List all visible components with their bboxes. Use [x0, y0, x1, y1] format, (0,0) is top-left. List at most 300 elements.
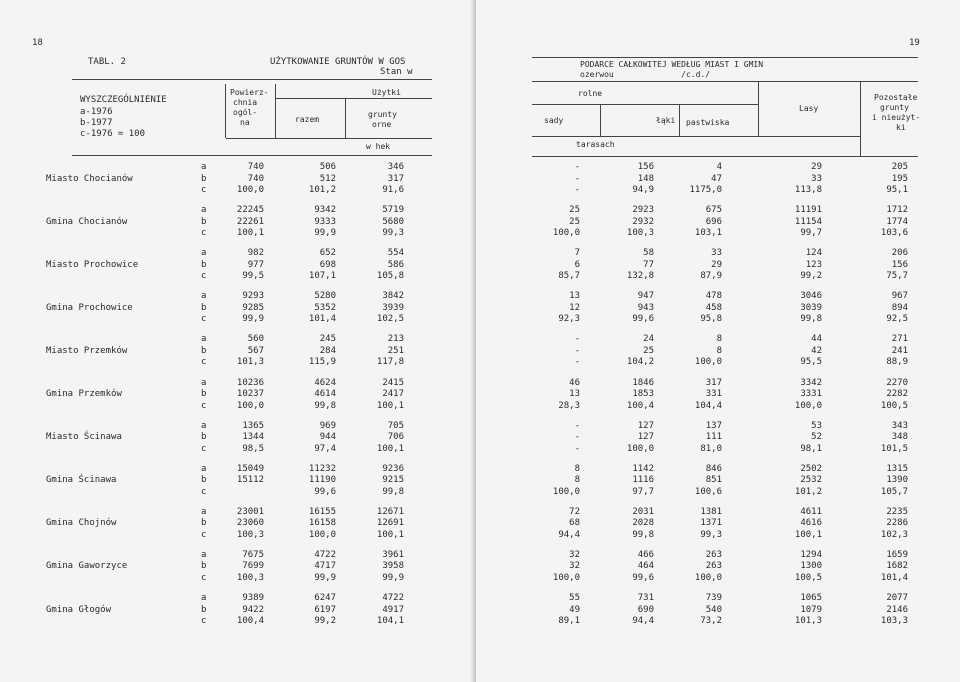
cell-area: 23060: [236, 518, 264, 529]
cell-laki: 148: [637, 173, 654, 184]
cell-orne: 5719: [382, 205, 404, 216]
col-pozostale-3: i nieużyt-: [872, 113, 921, 122]
col-uzytki: Użytki: [372, 88, 401, 97]
cell-lasy: 1079: [800, 604, 822, 615]
cell-razem: 506: [319, 162, 336, 172]
row-name: Miasto Ścinawa: [46, 432, 122, 443]
cell-pozostale: 2077: [886, 593, 908, 603]
row-letter: b: [201, 259, 207, 270]
cell-laki: 156: [637, 162, 654, 172]
cell-orne: 99,9: [382, 572, 404, 583]
cell-pozostale: 95,1: [886, 185, 908, 195]
cell-razem: 97,4: [314, 443, 336, 454]
cell-area: 7675: [242, 549, 264, 560]
cell-sady: 94,4: [558, 529, 580, 540]
row-name: Gmina Ścinawa: [46, 475, 117, 486]
row-name: Gmina Chojnów: [46, 518, 117, 529]
cell-pozostale: 102,3: [880, 529, 908, 540]
cell-laki: 100,0: [626, 443, 654, 454]
header-rule: [532, 104, 758, 105]
row-letter: b: [201, 173, 207, 184]
cell-pozostale: 103,3: [880, 616, 908, 626]
header-rule-top: [532, 57, 918, 58]
col-pozostale-4: ki: [896, 123, 906, 132]
cell-lasy: 4611: [800, 506, 822, 517]
cell-sady: 32: [569, 561, 580, 572]
cell-pozostale: 101,5: [880, 443, 908, 454]
cell-lasy: 98,1: [800, 443, 822, 454]
cell-razem: 698: [319, 259, 336, 270]
cell-laki: 99,6: [632, 314, 654, 325]
row-letter: c: [201, 529, 207, 540]
cell-sady: 100,0: [552, 486, 580, 497]
cell-pastwiska: 846: [705, 463, 722, 474]
cell-orne: 3958: [382, 561, 404, 572]
cell-lasy: 95,5: [800, 357, 822, 368]
cell-orne: 5680: [382, 216, 404, 227]
col-sady: sady: [544, 116, 564, 125]
row-letter: a: [201, 377, 207, 388]
cell-laki: 947: [637, 291, 654, 302]
cell-pozostale: 156: [891, 259, 908, 270]
cell-razem: 99,9: [314, 572, 336, 583]
table-label: TABL. 2: [88, 57, 126, 67]
row-letter: a: [201, 506, 207, 517]
header-rule: [276, 98, 432, 99]
col-grunty-2: orne: [372, 120, 392, 129]
cell-lasy: 4616: [800, 518, 822, 529]
cell-pozostale: 1682: [886, 561, 908, 572]
cell-pozostale: 92,5: [886, 314, 908, 325]
cell-lasy: 99,2: [800, 271, 822, 282]
header-rule: [532, 136, 860, 137]
col-area-4: na: [240, 118, 250, 127]
cell-orne: 213: [387, 334, 404, 345]
cell-sady: 100,0: [552, 572, 580, 583]
cell-pozostale: 103,6: [880, 228, 908, 239]
cell-sady: 12: [569, 302, 580, 313]
header-divider: [345, 98, 346, 138]
cell-sady: 13: [569, 291, 580, 302]
cell-laki: 2028: [632, 518, 654, 529]
cell-laki: 1853: [632, 389, 654, 399]
cell-area: 98,5: [242, 443, 264, 454]
cell-area: 100,3: [236, 572, 264, 583]
cell-laki: 132,8: [626, 271, 654, 282]
col-pozostale-2: grunty: [880, 103, 909, 112]
cell-pozostale: 205: [891, 162, 908, 172]
cell-pastwiska: 81,0: [700, 443, 722, 454]
cell-pastwiska: 263: [705, 549, 722, 560]
cell-area: 1365: [242, 420, 264, 431]
cell-pozostale: 2146: [886, 604, 908, 615]
cell-orne: 104,1: [376, 616, 404, 626]
cell-razem: 969: [319, 420, 336, 431]
cell-sady: -: [574, 162, 580, 172]
col-grunty-1: grunty: [368, 110, 397, 119]
cell-lasy: 100,1: [794, 529, 822, 540]
cell-laki: 58: [643, 248, 654, 259]
cell-orne: 4722: [382, 593, 404, 603]
cell-lasy: 100,5: [794, 572, 822, 583]
cell-razem: 99,2: [314, 616, 336, 626]
row-letter: c: [201, 616, 207, 626]
cell-razem: 4717: [314, 561, 336, 572]
cell-area: 977: [247, 259, 264, 270]
cell-orne: 4917: [382, 604, 404, 615]
header-rule-top: [72, 79, 432, 80]
cell-pastwiska: 1381: [700, 506, 722, 517]
cell-laki: 25: [643, 345, 654, 356]
stub-header-3: b-1977: [80, 118, 113, 128]
cell-area: 7699: [242, 561, 264, 572]
cell-laki: 97,7: [632, 486, 654, 497]
row-letter: c: [201, 185, 207, 195]
cell-area: 99,9: [242, 314, 264, 325]
cell-laki: 1142: [632, 463, 654, 474]
cell-laki: 24: [643, 334, 654, 345]
cell-laki: 2031: [632, 506, 654, 517]
cell-laki: 731: [637, 593, 654, 603]
cell-razem: 5280: [314, 291, 336, 302]
cell-laki: 1116: [632, 475, 654, 486]
cell-pastwiska: 100,6: [694, 486, 722, 497]
cell-area: 982: [247, 248, 264, 259]
cell-orne: 117,8: [376, 357, 404, 368]
cell-laki: 100,3: [626, 228, 654, 239]
cell-lasy: 123: [805, 259, 822, 270]
cell-pastwiska: 33: [711, 248, 722, 259]
cell-area: 100,4: [236, 616, 264, 626]
header-divider: [275, 84, 276, 138]
cell-razem: 99,9: [314, 228, 336, 239]
stub-header-1: WYSZCZEGÓLNIENIE: [80, 95, 167, 105]
cell-orne: 100,1: [376, 400, 404, 411]
cell-sady: 92,3: [558, 314, 580, 325]
cell-sady: 72: [569, 506, 580, 517]
cell-orne: 3939: [382, 302, 404, 313]
cell-orne: 102,5: [376, 314, 404, 325]
cell-area: 9293: [242, 291, 264, 302]
cell-laki: 690: [637, 604, 654, 615]
cell-lasy: 42: [811, 345, 822, 356]
cell-pozostale: 271: [891, 334, 908, 345]
stub-header-4: c-1976 = 100: [80, 129, 146, 139]
row-letter: b: [201, 302, 207, 313]
cell-pozostale: 1712: [886, 205, 908, 216]
row-letter: b: [201, 604, 207, 615]
cell-laki: 2923: [632, 205, 654, 216]
cell-orne: 9215: [382, 475, 404, 486]
row-name: Miasto Chocianów: [46, 173, 133, 184]
cell-razem: 4614: [314, 389, 336, 399]
cell-orne: 706: [387, 432, 404, 443]
cell-pozostale: 100,5: [880, 400, 908, 411]
row-letter: a: [201, 593, 207, 603]
cell-orne: 12671: [376, 506, 404, 517]
left-subtitle: Stan w: [380, 67, 413, 77]
cell-razem: 512: [319, 173, 336, 184]
cell-pastwiska: 73,2: [700, 616, 722, 626]
cell-pozostale: 348: [891, 432, 908, 443]
cell-sady: -: [574, 345, 580, 356]
cell-razem: 107,1: [308, 271, 336, 282]
cell-razem: 9333: [314, 216, 336, 227]
col-razem: razem: [295, 115, 320, 124]
header-divider: [600, 104, 601, 136]
row-letter: a: [201, 248, 207, 259]
cell-lasy: 100,0: [794, 400, 822, 411]
header-divider: [225, 84, 226, 138]
cell-pozostale: 195: [891, 173, 908, 184]
cell-laki: 99,8: [632, 529, 654, 540]
cell-razem: 944: [319, 432, 336, 443]
col-lasy: Lasy: [799, 104, 819, 113]
cell-area: 10236: [236, 377, 264, 388]
cell-sady: 28,3: [558, 400, 580, 411]
cell-orne: 100,1: [376, 443, 404, 454]
cell-laki: 127: [637, 420, 654, 431]
cell-razem: 11190: [308, 475, 336, 486]
cell-area: 560: [247, 334, 264, 345]
cell-lasy: 113,8: [794, 185, 822, 195]
row-letter: c: [201, 228, 207, 239]
cell-area: 99,5: [242, 271, 264, 282]
cell-orne: 3961: [382, 549, 404, 560]
col-area-2: chnia: [233, 98, 258, 107]
col-rolne: rolne: [578, 89, 603, 98]
cell-sady: 89,1: [558, 616, 580, 626]
cell-area: 10237: [236, 389, 264, 399]
cell-sady: -: [574, 173, 580, 184]
cell-laki: 466: [637, 549, 654, 560]
cell-sady: 85,7: [558, 271, 580, 282]
row-letter: a: [201, 420, 207, 431]
cell-pastwiska: 95,8: [700, 314, 722, 325]
cell-lasy: 53: [811, 420, 822, 431]
cell-sady: 25: [569, 216, 580, 227]
cell-area: 100,0: [236, 400, 264, 411]
cell-orne: 99,8: [382, 486, 404, 497]
cell-lasy: 1065: [800, 593, 822, 603]
cell-laki: 943: [637, 302, 654, 313]
cell-razem: 99,6: [314, 486, 336, 497]
cell-area: 1344: [242, 432, 264, 443]
cell-lasy: 33: [811, 173, 822, 184]
col-pozostale-1: Pozostałe: [874, 93, 918, 102]
cell-orne: 346: [387, 162, 404, 172]
cell-pastwiska: 458: [705, 302, 722, 313]
cell-lasy: 99,7: [800, 228, 822, 239]
row-letter: a: [201, 162, 207, 172]
cell-pozostale: 894: [891, 302, 908, 313]
cell-pozostale: 1315: [886, 463, 908, 474]
header-divider: [860, 81, 861, 156]
cell-pastwiska: 739: [705, 593, 722, 603]
cell-lasy: 99,8: [800, 314, 822, 325]
row-letter: a: [201, 549, 207, 560]
cell-laki: 94,9: [632, 185, 654, 195]
row-name: Miasto Przemków: [46, 345, 128, 356]
cell-pastwiska: 696: [705, 216, 722, 227]
cell-orne: 251: [387, 345, 404, 356]
cell-laki: 464: [637, 561, 654, 572]
cell-sady: 25: [569, 205, 580, 216]
cell-pastwiska: 104,4: [694, 400, 722, 411]
header-rule: [226, 138, 432, 139]
cell-sady: -: [574, 334, 580, 345]
header-rule-bottom: [532, 156, 918, 157]
cell-pastwiska: 851: [705, 475, 722, 486]
cell-laki: 2932: [632, 216, 654, 227]
cell-area: 740: [247, 162, 264, 172]
cell-pastwiska: 100,0: [694, 357, 722, 368]
cell-laki: 104,2: [626, 357, 654, 368]
cell-pastwiska: 100,0: [694, 572, 722, 583]
col-laki: łąki: [656, 116, 676, 125]
cell-lasy: 3342: [800, 377, 822, 388]
row-name: Gmina Przemków: [46, 389, 122, 399]
cell-sady: -: [574, 357, 580, 368]
stub-header-2: a-1976: [80, 107, 113, 117]
cell-orne: 99,3: [382, 228, 404, 239]
cell-laki: 100,4: [626, 400, 654, 411]
cell-pozostale: 75,7: [886, 271, 908, 282]
row-letter: a: [201, 463, 207, 474]
cell-pastwiska: 47: [711, 173, 722, 184]
cell-pastwiska: 8: [716, 334, 722, 345]
row-letter: c: [201, 271, 207, 282]
cell-pastwiska: 317: [705, 377, 722, 388]
header-divider: [679, 104, 680, 136]
cell-pozostale: 2235: [886, 506, 908, 517]
left-title: UŻYTKOWANIE GRUNTÓW W GOS: [270, 57, 406, 67]
cell-pastwiska: 540: [705, 604, 722, 615]
cell-pastwiska: 331: [705, 389, 722, 399]
col-area-3: ogól-: [233, 108, 258, 117]
cell-area: 22245: [236, 205, 264, 216]
cell-pozostale: 2282: [886, 389, 908, 399]
row-name: Gmina Gaworzyce: [46, 561, 128, 572]
row-letter: b: [201, 475, 207, 486]
cell-area: 9285: [242, 302, 264, 313]
cell-area: 9422: [242, 604, 264, 615]
cell-lasy: 2532: [800, 475, 822, 486]
cell-lasy: 52: [811, 432, 822, 443]
cell-razem: 4722: [314, 549, 336, 560]
cell-orne: 100,1: [376, 529, 404, 540]
cell-razem: 4624: [314, 377, 336, 388]
row-letter: a: [201, 334, 207, 345]
cell-pozostale: 1390: [886, 475, 908, 486]
cell-lasy: 101,3: [794, 616, 822, 626]
cell-pastwiska: 137: [705, 420, 722, 431]
cell-pozostale: 2286: [886, 518, 908, 529]
cell-lasy: 3039: [800, 302, 822, 313]
cell-orne: 705: [387, 420, 404, 431]
cell-pastwiska: 675: [705, 205, 722, 216]
row-letter: c: [201, 314, 207, 325]
cell-area: 23001: [236, 506, 264, 517]
cell-pastwiska: 8: [716, 345, 722, 356]
cell-pozostale: 206: [891, 248, 908, 259]
cell-orne: 317: [387, 173, 404, 184]
row-letter: b: [201, 518, 207, 529]
row-letter: b: [201, 432, 207, 443]
cell-orne: 12691: [376, 518, 404, 529]
row-name: Gmina Chocianów: [46, 216, 128, 227]
cell-pastwiska: 478: [705, 291, 722, 302]
cell-razem: 11232: [308, 463, 336, 474]
cell-orne: 586: [387, 259, 404, 270]
cell-sady: 68: [569, 518, 580, 529]
cell-lasy: 1300: [800, 561, 822, 572]
cell-pastwiska: 29: [711, 259, 722, 270]
row-name: Gmina Prochowice: [46, 302, 133, 313]
cell-razem: 284: [319, 345, 336, 356]
cell-sady: 7: [574, 248, 580, 259]
cell-area: 101,3: [236, 357, 264, 368]
row-letter: c: [201, 572, 207, 583]
row-name: Gmina Głogów: [46, 604, 112, 615]
cell-razem: 101,2: [308, 185, 336, 195]
cell-area: 15049: [236, 463, 264, 474]
row-letter: b: [201, 561, 207, 572]
cell-razem: 16158: [308, 518, 336, 529]
cell-pastwiska: 263: [705, 561, 722, 572]
cell-razem: 245: [319, 334, 336, 345]
header-divider: [758, 81, 759, 136]
cell-laki: 99,6: [632, 572, 654, 583]
cell-razem: 16155: [308, 506, 336, 517]
cell-area: 9389: [242, 593, 264, 603]
cell-area: 22261: [236, 216, 264, 227]
cell-orne: 91,6: [382, 185, 404, 195]
row-letter: b: [201, 216, 207, 227]
cell-lasy: 3046: [800, 291, 822, 302]
cell-pastwiska: 4: [716, 162, 722, 172]
cell-sady: -: [574, 443, 580, 454]
cell-sady: 100,0: [552, 228, 580, 239]
cell-orne: 2417: [382, 389, 404, 399]
cell-pozostale: 1659: [886, 549, 908, 560]
cell-area: 15112: [236, 475, 264, 486]
cell-pozostale: 343: [891, 420, 908, 431]
cell-pastwiska: 1175,0: [689, 185, 722, 195]
row-letter: c: [201, 486, 207, 497]
cell-sady: -: [574, 432, 580, 443]
cell-razem: 6247: [314, 593, 336, 603]
cell-sady: 8: [574, 463, 580, 474]
cell-lasy: 124: [805, 248, 822, 259]
row-letter: a: [201, 291, 207, 302]
row-name: Miasto Prochowice: [46, 259, 139, 270]
cell-razem: 9342: [314, 205, 336, 216]
cell-razem: 6197: [314, 604, 336, 615]
cell-sady: 46: [569, 377, 580, 388]
cell-sady: 8: [574, 475, 580, 486]
cell-razem: 100,0: [308, 529, 336, 540]
right-title-2: ozerwou /c.d./: [580, 70, 711, 79]
cell-lasy: 44: [811, 334, 822, 345]
header-rule-bottom: [72, 155, 432, 156]
cell-pastwiska: 1371: [700, 518, 722, 529]
cell-sady: 32: [569, 549, 580, 560]
cell-orne: 105,8: [376, 271, 404, 282]
cell-sady: 49: [569, 604, 580, 615]
cell-sady: 6: [574, 259, 580, 270]
cell-pastwiska: 99,3: [700, 529, 722, 540]
